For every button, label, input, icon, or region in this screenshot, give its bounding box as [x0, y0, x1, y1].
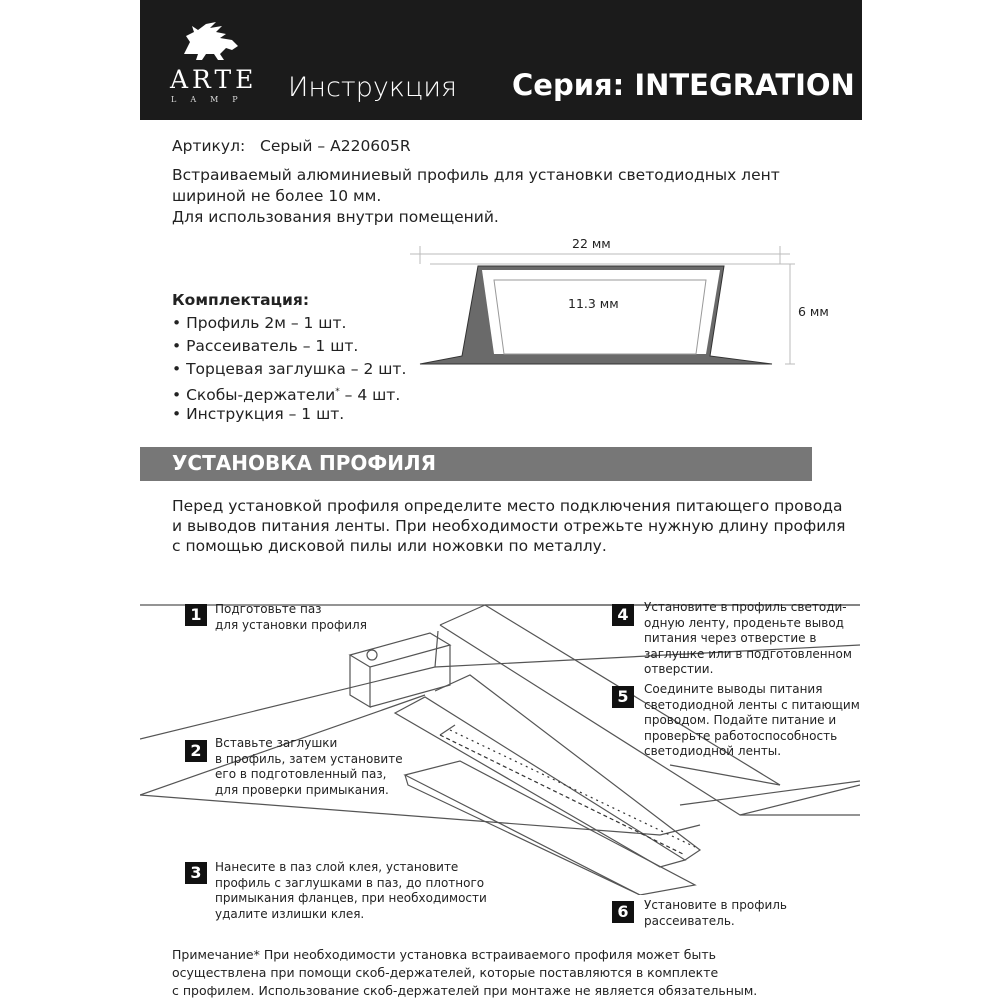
- kit-item: • Профиль 2м – 1 шт.: [172, 314, 347, 332]
- note-line: с профилем. Использование скоб-держателей при монтаже не является обязательным.: [172, 983, 758, 998]
- note-line: Примечание* При необходимости установка встраиваемого профиля может быть: [172, 947, 716, 962]
- step-line: Подготовьте паз: [215, 602, 322, 616]
- article-value: Серый – A220605R: [260, 137, 411, 155]
- logo-subtext: LAMP: [171, 95, 252, 104]
- step-number-badge: 4: [612, 604, 634, 626]
- description-line: Для использования внутри помещений.: [172, 208, 499, 226]
- griffin-logo-icon: [176, 20, 244, 64]
- width-dimension-label: 22 мм: [572, 236, 611, 251]
- step-number-badge: 2: [185, 740, 207, 762]
- note-line: осуществлена при помощи скоб-держателей, которые поставляются в комплекте: [172, 965, 719, 980]
- step-text: [215, 860, 487, 922]
- step-line: светодиодной ленты с питающим: [644, 697, 860, 712]
- description-line: Встраиваемый алюминиевый профиль для установки светодиодных лент: [172, 166, 780, 184]
- description-line: шириной не более 10 мм.: [172, 187, 382, 205]
- step-line: светодиодной ленты.: [644, 744, 782, 758]
- step-line: Вставьте заглушки: [215, 736, 338, 750]
- inner-width-dimension-label: 11.3 мм: [568, 296, 619, 311]
- series-title: Серия: INTEGRATION: [512, 68, 855, 102]
- kit-item-footnote-mark: *: [335, 387, 340, 397]
- step-line: его в подготовленный паз,: [215, 767, 387, 781]
- profile-cross-section-diagram: [410, 240, 840, 380]
- step-line: заглушке или в подготовленном: [644, 646, 852, 661]
- kit-item-label: • Скобы-держатели: [172, 386, 336, 405]
- kit-item: [172, 382, 400, 406]
- height-dimension-label: 6 мм: [798, 304, 829, 319]
- section-intro-line: и выводов питания ленты. При необходимости отрежьте нужную длину профиля: [172, 517, 846, 535]
- section-title: УСТАНОВКА ПРОФИЛЯ: [172, 451, 436, 475]
- step-number-badge: 1: [185, 604, 207, 626]
- step-text: [644, 898, 787, 929]
- step-line: для проверки примыкания.: [215, 782, 389, 797]
- step-line: Установите в профиль светоди-: [644, 600, 847, 614]
- step-number-badge: 3: [185, 862, 207, 884]
- step-line: одную ленту, проденьте вывод: [644, 615, 844, 630]
- step-text: [215, 736, 403, 798]
- step-line: профиль с заглушками в паз, до плотного: [215, 875, 485, 890]
- kit-item-quantity: – 4 шт.: [339, 386, 401, 405]
- step-line: отверстии.: [644, 662, 714, 676]
- step-line: в профиль, затем установите: [215, 751, 403, 766]
- step-line: Установите в профиль: [644, 898, 787, 912]
- step-line: Соедините выводы питания: [644, 682, 823, 696]
- article-label: Артикул:: [172, 137, 246, 155]
- step-line: проверьте работоспособность: [644, 728, 838, 743]
- step-line: рассеиватель.: [644, 913, 735, 928]
- step-text: [644, 682, 860, 760]
- step-text: [644, 600, 852, 678]
- step-number-badge: 5: [612, 686, 634, 708]
- step-line: Нанесите в паз слой клея, установите: [215, 860, 459, 874]
- kit-item: • Торцевая заглушка – 2 шт.: [172, 360, 407, 378]
- document-title: Инструкция: [288, 72, 457, 103]
- step-text: [215, 602, 367, 633]
- kit-item: • Рассеиватель – 1 шт.: [172, 337, 359, 355]
- step-number-badge: 6: [612, 901, 634, 923]
- kit-item: • Инструкция – 1 шт.: [172, 405, 345, 423]
- step-line: проводом. Подайте питание и: [644, 713, 837, 727]
- step-line: для установки профиля: [215, 617, 367, 632]
- kit-title: Комплектация:: [172, 291, 310, 309]
- logo-text: ARTE: [170, 65, 258, 94]
- section-intro-line: с помощью дисковой пилы или ножовки по металлу.: [172, 537, 607, 555]
- step-line: питания через отверстие в: [644, 631, 817, 645]
- section-intro-line: Перед установкой профиля определите место подключения питающего провода: [172, 497, 843, 515]
- step-line: примыкания фланцев, при необходимости: [215, 891, 487, 905]
- step-line: удалите излишки клея.: [215, 906, 365, 921]
